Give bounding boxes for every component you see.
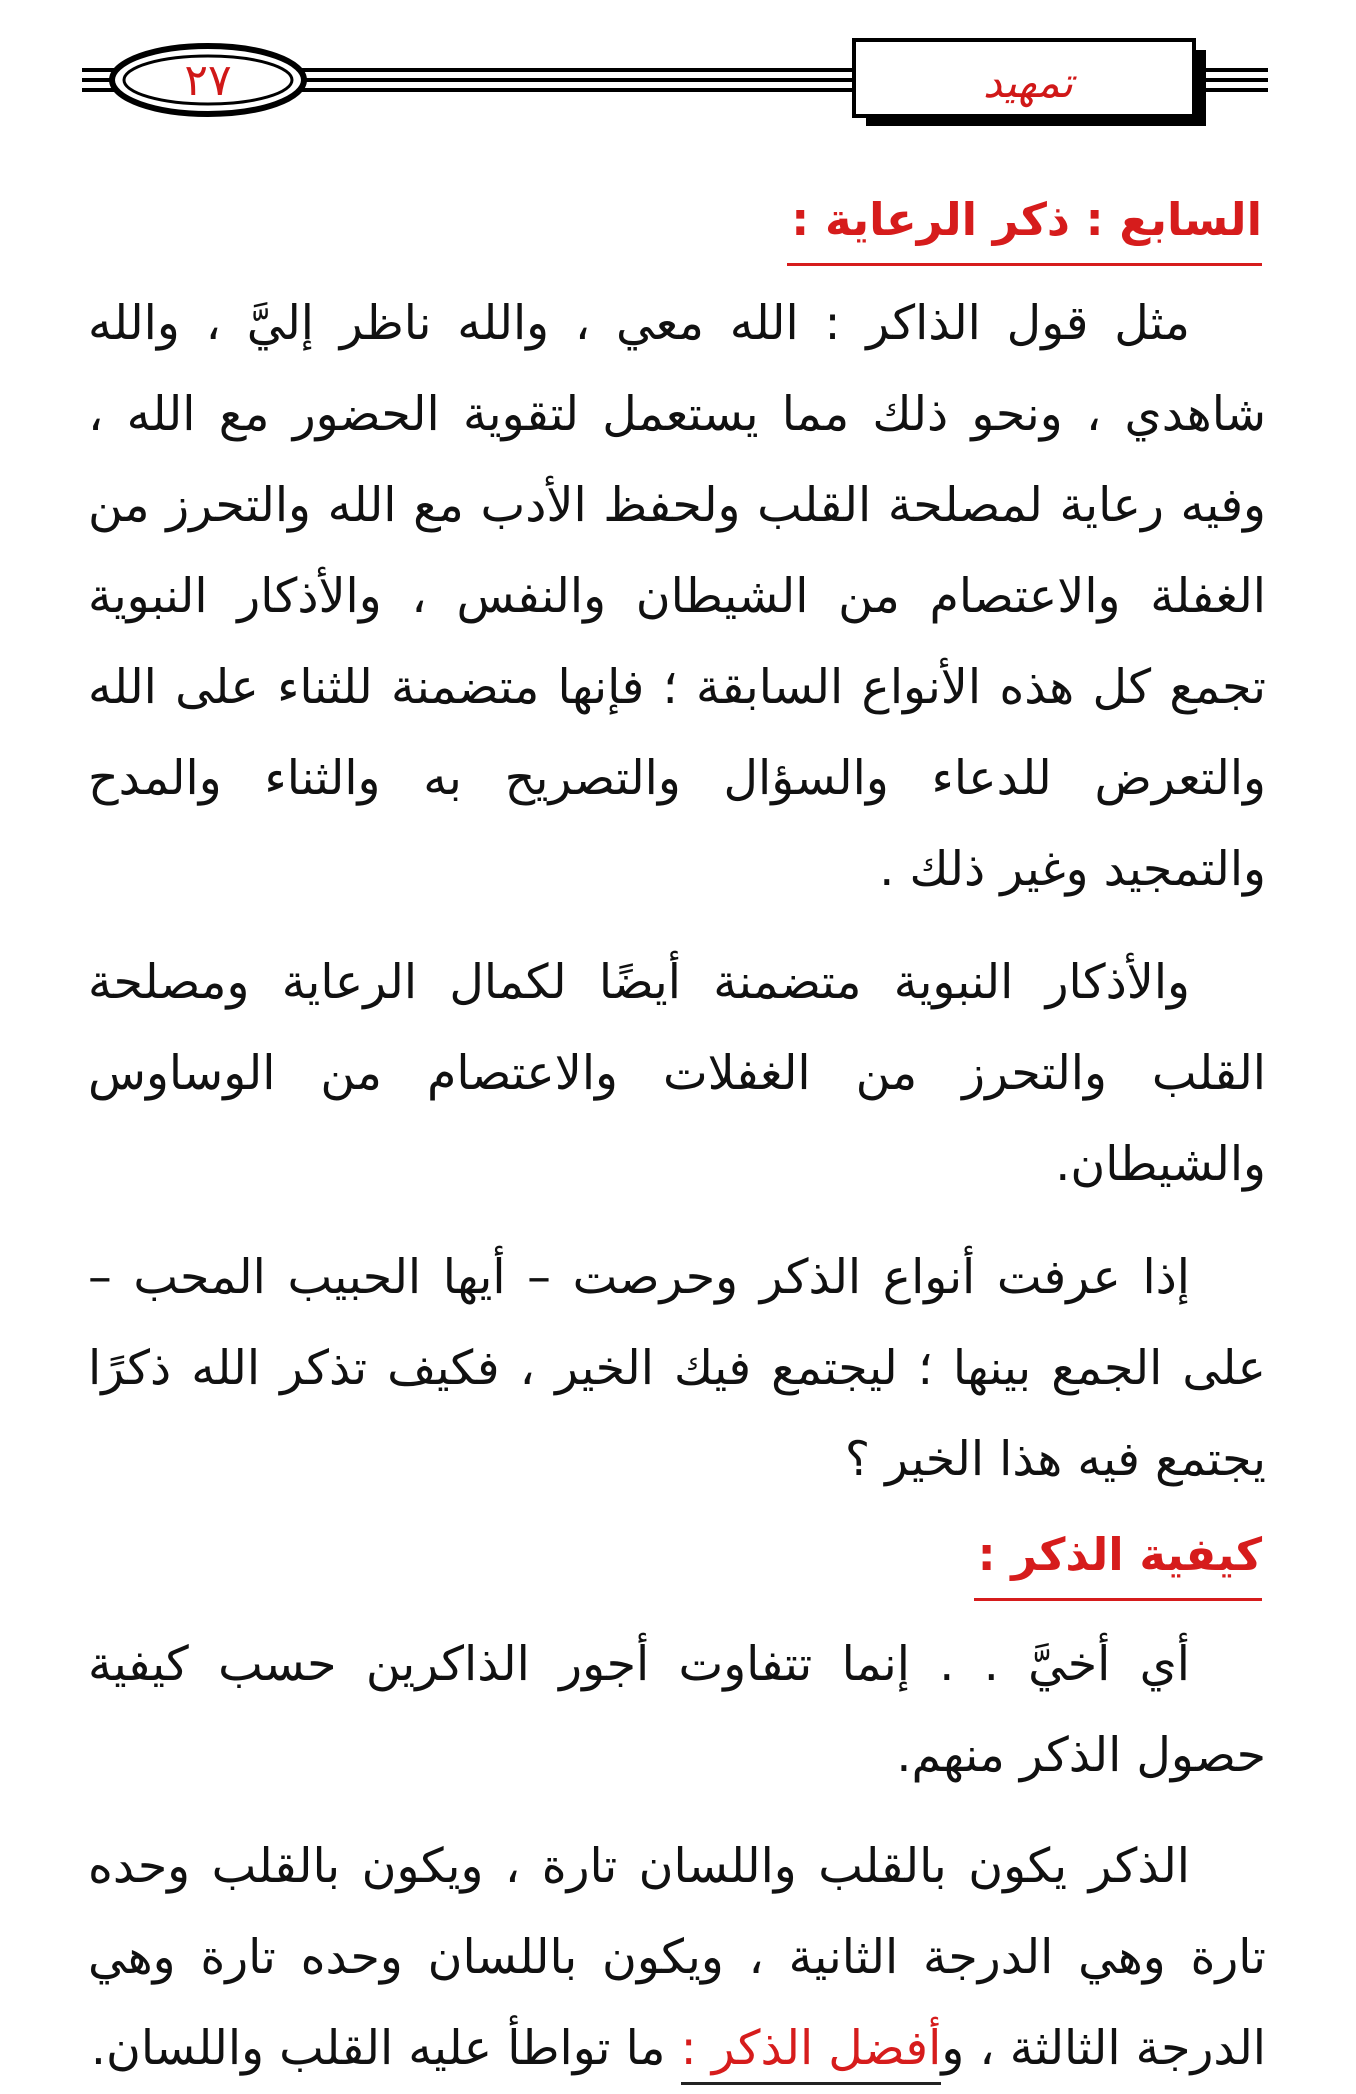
page-header: [0, 0, 1356, 150]
paragraph: والأذكار النبوية متضمنة أيضًا لكمال الرعاية ومصلحة القلب والتحرز من الغفلات والاعتصام من الوساوس والشيطان.: [88, 955, 1266, 1192]
paragraph-text: ما تواطأ عليه القلب واللسان.: [90, 2021, 681, 2076]
paragraph: أي أخيَّ . . إنما تتفاوت أجور الذاكرين حسب كيفية حصول الذكر منهم.: [88, 1637, 1266, 1783]
section-heading-wrap: [88, 188, 1266, 266]
paragraph-last: [88, 1821, 1266, 2094]
section-heading-wrap: [88, 1523, 1266, 1601]
paragraph: إذا عرفت أنواع الذكر وحرصت – أيها الحبيب المحب – على الجمع بينها ؛ ليجتمع فيك الخير ، فكيف تذكر الله ذكرًا يجتمع فيه هذا الخير ؟: [88, 1250, 1266, 1487]
paragraph: مثل قول الذاكر : الله معي ، والله ناظر إليَّ ، والله شاهدي ، ونحو ذلك مما يستعمل لتقوية الحضور مع الله ، وفيه رعاية لمصلحة القلب ولحفظ الأدب مع الله والتحرز من الغفلة والاعتصام من الشيطان والنفس ، والأذكار النبوية تجمع كل هذه الأنواع السابقة ؛ فإنها متضمنة للثناء على الله والتعرض للدعاء والسؤال والتصريح به والثناء والمدح والتمجيد وغير ذلك .: [88, 296, 1266, 897]
section-heading-remembrance-of-care: السابع : ذكر الرعاية :: [787, 188, 1262, 266]
page-content: [88, 180, 1266, 2094]
paragraph-text: الذكر يكون بالقلب واللسان تارة ، ويكون بالقلب وحده تارة وهي الدرجة الثانية ، ويكون باللسان وحده تارة وهي الدرجة الثالثة ، و: [88, 1839, 1266, 2076]
section-heading-how-to-remember: كيفية الذكر :: [974, 1523, 1262, 1601]
chapter-title: تمهيد: [982, 57, 1074, 107]
best-remembrance-label: أفضل الذكر :: [681, 2021, 942, 2085]
page-number: ٢٧: [184, 54, 232, 106]
